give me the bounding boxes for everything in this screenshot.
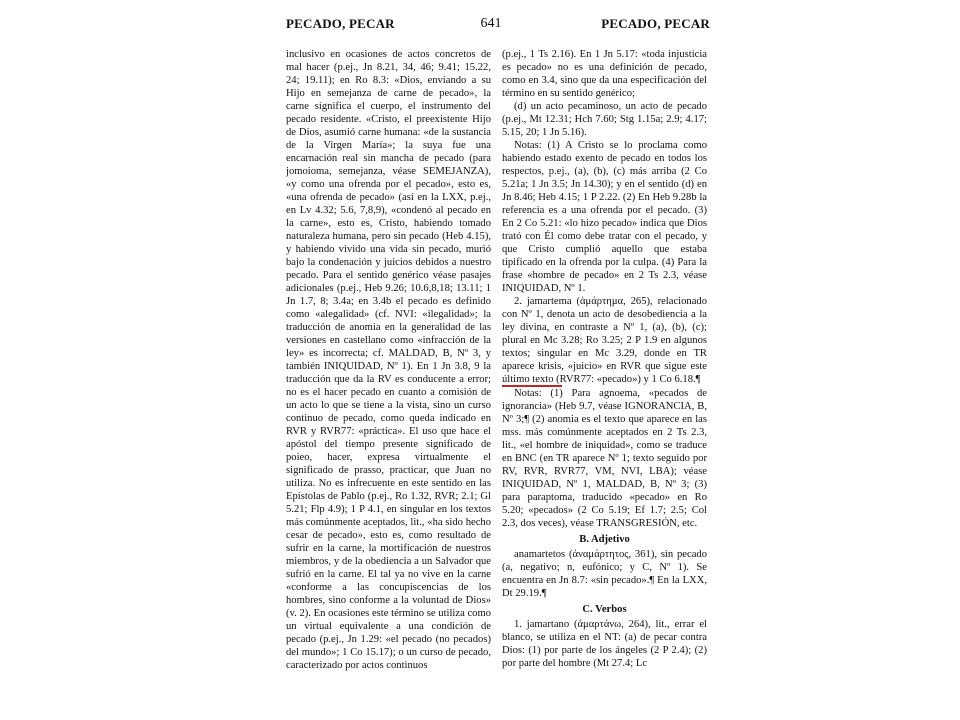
paragraph-jamartema: 2. jamartema (ἁμάρτημα, 265), relacionado con Nº 1, denota un acto de desobediencia a la ley divina, en contraste a Nº 1, (a), (b), (c); plural en Mc 3.28; Ro 3.25; 2 P 1.9 en algunos textos; singular en Mc 3.29, donde en TR aparece krisis, «juicio» en RVR que sigue este último texto (RVR77: «pecado») y 1 Co 6.18.¶: [502, 296, 707, 385]
paragraph-continuation: (p.ej., 1 Ts 2.16). En 1 Jn 5.17: «toda injusticia es pecado» no es una definición de pecado, como en 3.4, sino que da una especificación del término en su sentido genérico;: [502, 49, 707, 99]
paragraph-notas-2: Notas: (1) Para agnoema, «pecados de ignorancia» (Heb 9.7, véase IGNORANCIA, B, Nº 3;¶ (2) anomia es el texto que aparece en las mss. más comúnmente aceptados en 2 Ts 2.3, lit., «el hombre de iniquidad», como se traduce en BNC (en TR aparece Nº 1; texto seguido por RV, RVR, RVR77, VM, NVI, LBA); véase INIQUIDAD, Nº 1, MALDAD, B, Nº 3; (3) para paraptoma, traducido «pecado» en Ro 5.20; «pecados» (2 Co 5.19; Ef 1.7; 2.5; Col 2.3, dos veces), véase TRANSGRESIÓN, etc.: [502, 388, 707, 529]
left-column-text: inclusivo en ocasiones de actos concretos de mal hacer (p.ej., Jn 8.21, 34, 46; 9.41; 15.22, 24; 19.11); en Ro 8.3: «Dios, enviando a su Hijo en semejanza de carne de pecado», la carne significa el cuerpo, el instrumento del pecado residente. «Cristo, el preexistente Hijo de Dios, asumió carne humana: «de la sustancia de la Virgen María»; la suya fue una encarnación real sin mancha de pecado (para jomoioma, semejanza, véase SEMEJANZA), «y como una ofrenda por el pecado», esto es, «una ofrenda de pecado» (así en la LXX, p.ej., en Lv 4.32; 5.6, 7,8,9), «condenó al pecado en la carne», esto es, Cristo, habiendo tomado naturaleza humana, pero sin pecado (Heb 4.15), y habiendo vivido una vida sin pecado, murió bajo la condenación y juicios debidos a nuestro pecado. Para el sentido genérico véase pasajes adicionales (p.ej., Heb 9.26; 10.6,8,18; 13.11; 1 Jn 1.7, 8; 3.4a; en 3.4b el pecado es definido como «alegalidad» (cf. NVI: «ilegalidad»; la traducción de anomia en la generalidad de las versiones en castellano como «infracción de la ley» es incorrecta; cf. MALDAD, B, Nº 3, y también INIQUIDAD, Nº 1). En 1 Jn 3.8, 9 la traducción que da la RV es conducente a error; no es el hacer pecado en cuanto a comisión de un acto lo que se tiene a la vista, sino un curso continuo de pecado, como queda indicado en RVR y RVR77: «práctica». El uso que hace el apóstol del tiempo presente significado de poieo, hacer, expresa virtualmente el significado de prasso, practicar, que Juan no utiliza. No es infrecuente en este sentido en las Epístolas de Pablo (p.ej., Ro 1.32, RVR; 2.1; Gl 5.21; Flp 4.9); 1 P 4.1, en singular en los textos más comúnmente aceptados, lit., «ha sido hecho cesar de pecado», esto es, como resultado de sufrir en la carne, la mortificación de nuestros miembros, y de la obediencia a un Salvador que sufrió en la carne. El tal ya no vive en la carne «conforme a las concupiscencias de los hombres, sino conforme a la voluntad de Dios» (v. 2). En ocasiones este término se utiliza como un virtual equivalente a una condición de pecado (p.ej., Jn 1.29: «el pecado (no pecados) del mundo»; 1 Co 15.17); o un curso de pecado, caracterizado por actos continuos: [286, 49, 491, 671]
page-header: [280, 16, 710, 36]
section-heading-verbos: C. Verbos: [582, 604, 627, 615]
dictionary-page: [280, 8, 720, 720]
section-heading-adjetivo: B. Adjetivo: [579, 534, 630, 545]
paragraph-jamartano: 1. jamartano (ἁμαρτάνω, 264), lit., errar el blanco, se utiliza en el NT: (a) de pecar contra Dios: (1) por parte de los ángeles (2 P 2.4); (2) por parte del hombre (Mt 27.4; Lc: [502, 619, 707, 669]
left-column: [286, 48, 491, 720]
running-head-right: PECADO, PECAR: [601, 16, 710, 31]
running-head-left: PECADO, PECAR: [286, 16, 395, 31]
page-number: 641: [480, 16, 502, 31]
right-column: [502, 48, 707, 720]
paragraph-sense-d: (d) un acto pecaminoso, un acto de pecado (p.ej., Mt 12.31; Hch 7.60; Stg 1.15a; 2.9; 4.17; 5.15, 20; 1 Jn 5.16).: [502, 101, 707, 138]
paragraph-anamartetos: anamartetos (ἀναμάρτητος, 361), sin pecado (a, negativo; n, eufónico; y C, Nº 1). Se encuentra en Jn 8.7: «sin pecado».¶ En la LXX, Dt 29.19.¶: [502, 549, 707, 599]
paragraph-notas-1: Notas: (1) A Cristo se lo proclama como habiendo estado exento de pecado en todos los respectos, p.ej., (a), (b), (c) más arriba (2 Co 5.21a; 1 Jn 3.5; Jn 14.30); y en el sentido (d) en Jn 8.46; Heb 4.15; 1 P 2.22. (2) En Heb 9.28b la referencia es a una ofrenda por el pecado. (3) En 2 Co 5.21: «lo hizo pecado» indica que Dios trató con Él como debe tratar con el pecado, y que Cristo cumplió aquello que estaba tipificado en la ofrenda por la culpa. (4) Para la frase «hombre de pecado» en 2 Ts 2.3, véase INIQUIDAD, Nº 1.: [502, 140, 707, 294]
